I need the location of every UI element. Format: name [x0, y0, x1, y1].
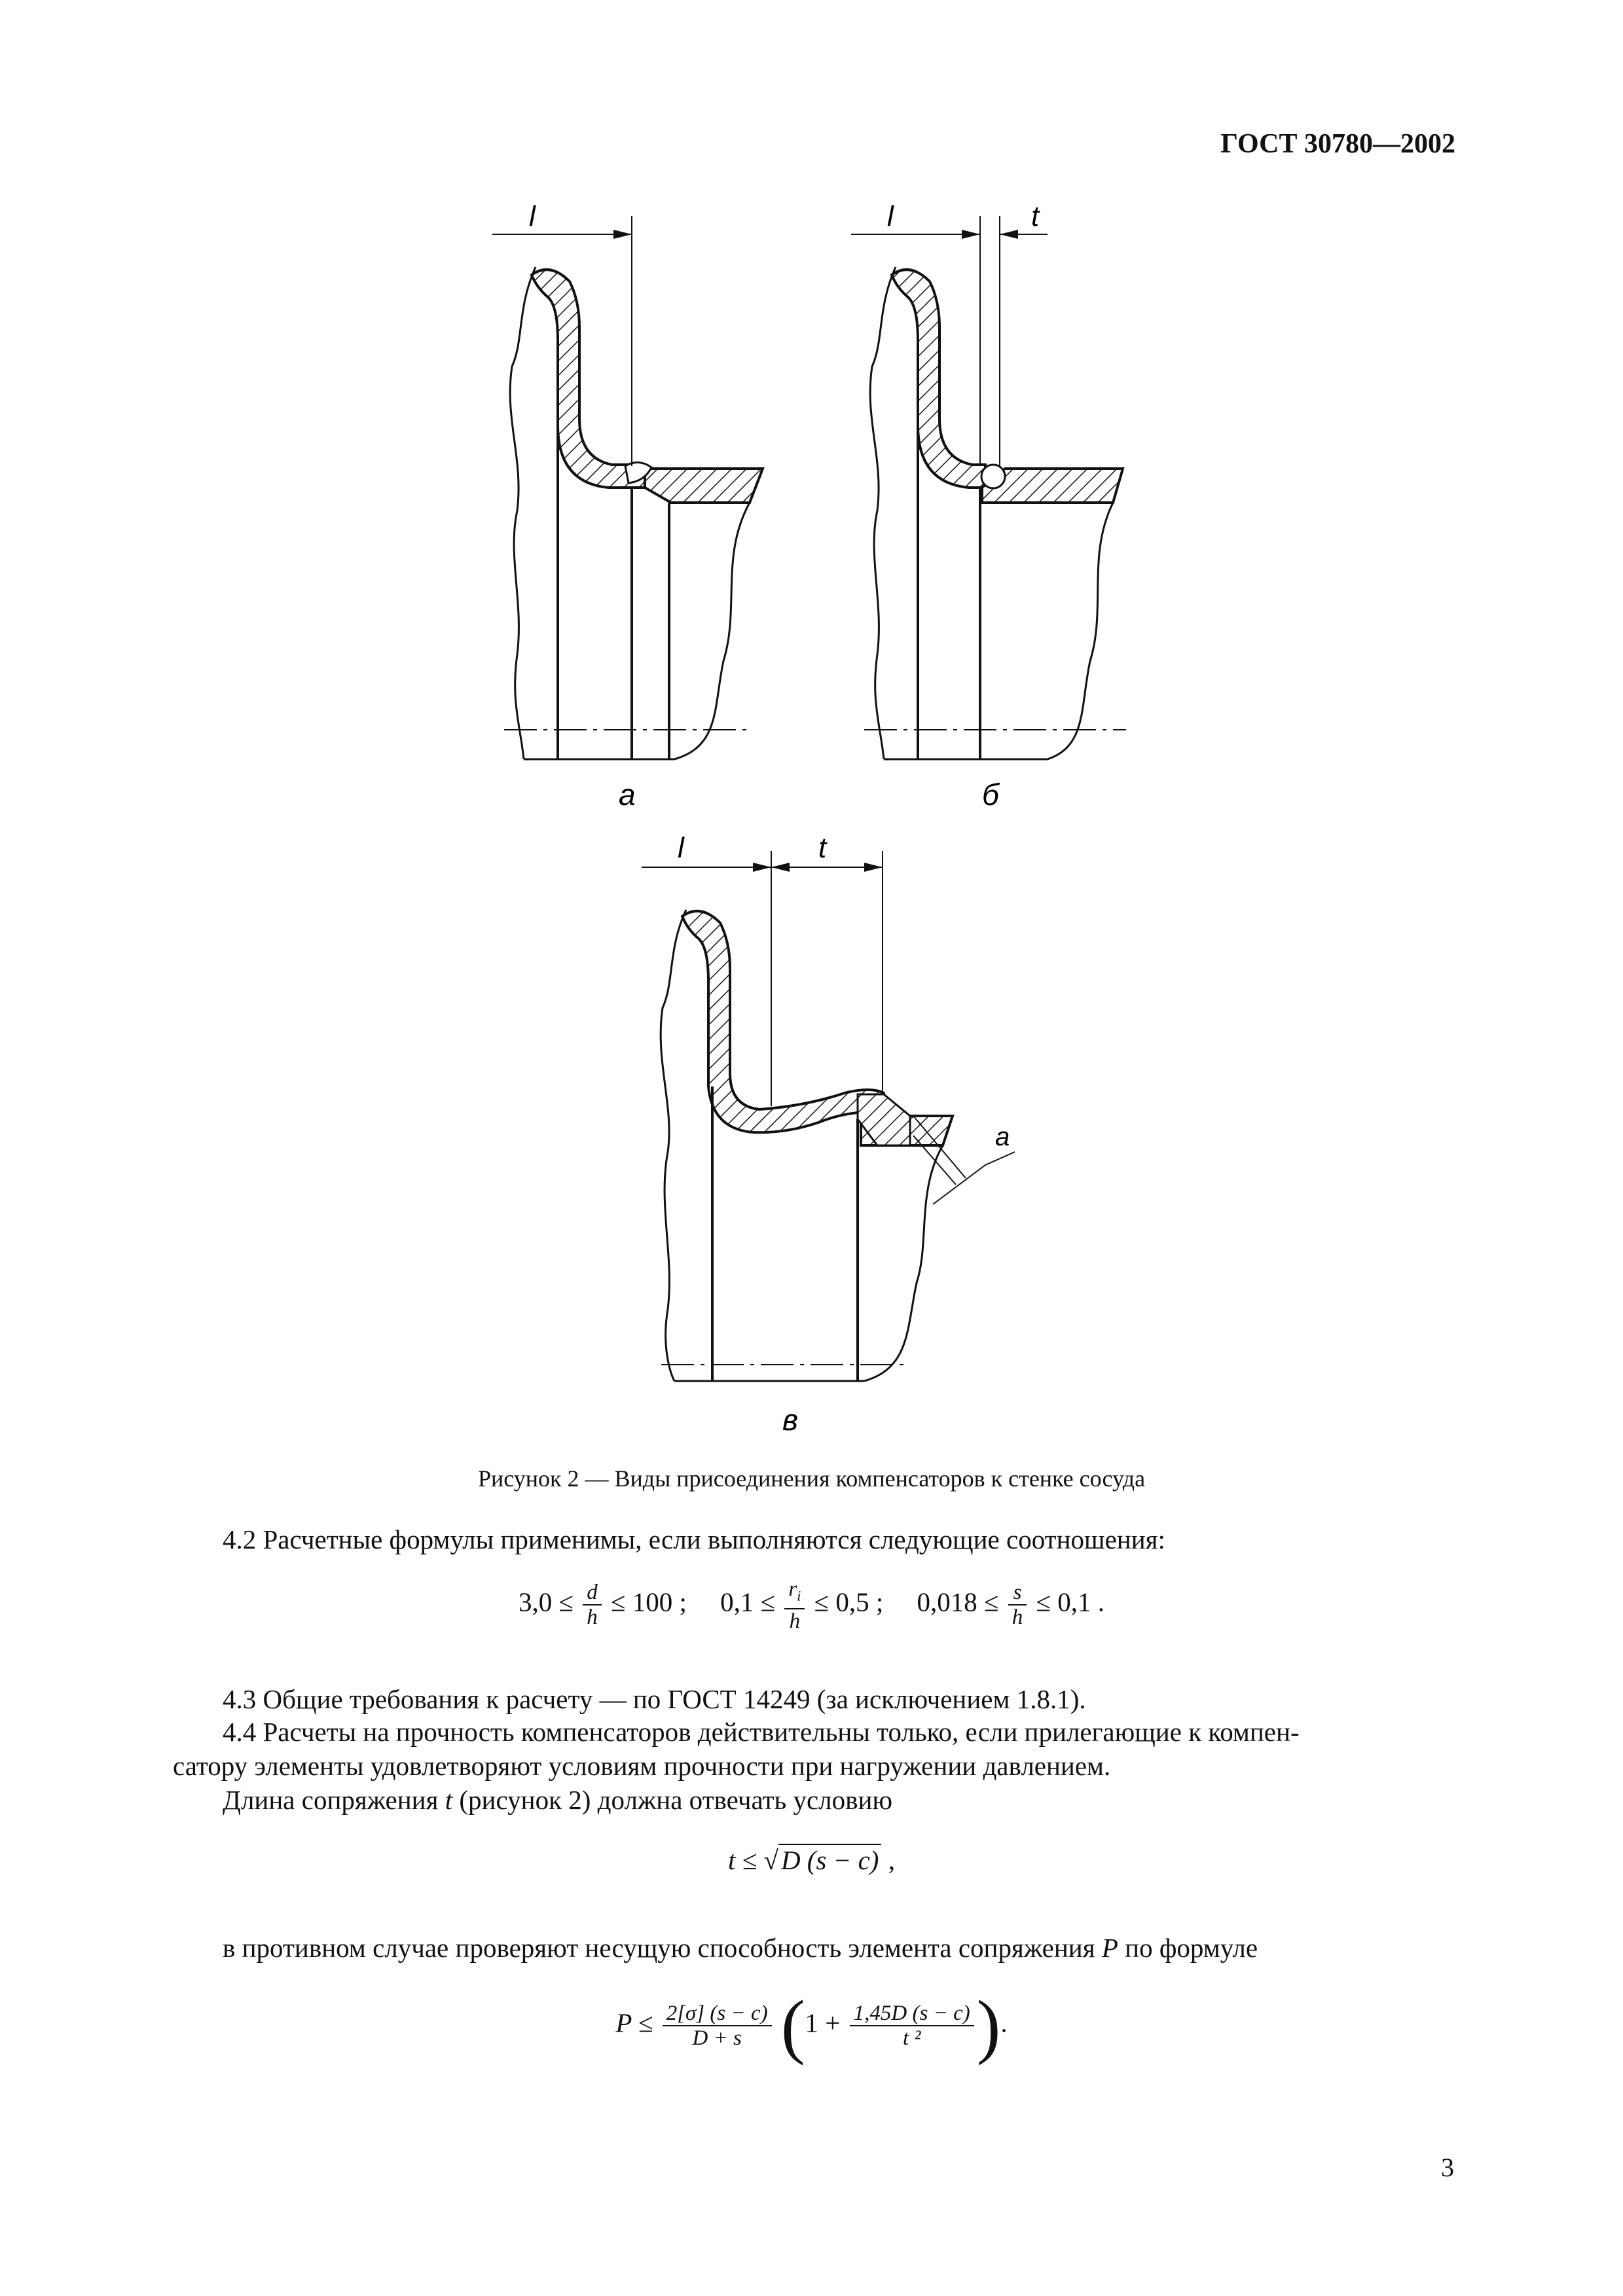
frac-num: [784, 1577, 805, 1609]
symbol-p: P: [1101, 1933, 1118, 1963]
right-paren: ): [976, 1986, 1001, 2066]
r-subscript: i: [797, 1587, 801, 1604]
left-paren: (: [780, 1986, 805, 2066]
formula-left: P ≤: [615, 2007, 653, 2038]
paragraph-4-4-line1: 4.4 Расчеты на прочность компенсаторов действительны только, если прилегающие к компен-: [223, 1717, 1300, 1747]
paragraph-4-3: 4.3 Общие требования к расчету — по ГОСТ 14249 (за исключением 1.8.1).: [223, 1684, 1086, 1714]
radicand: D (s − c): [778, 1844, 882, 1875]
ratio-s-left: 0,018 ≤: [917, 1587, 999, 1617]
paragraph-4-4-line3: [223, 1784, 892, 1816]
fig-b-label: б: [982, 778, 999, 812]
ratio-d-left: 3,0 ≤: [518, 1587, 574, 1617]
fig-a-dim-l: l: [529, 200, 536, 232]
compensator-wall-a: [532, 270, 645, 488]
ratio-s-h: [1008, 1581, 1027, 1629]
ratio-d-h: [583, 1581, 602, 1629]
text-run: по формуле: [1118, 1933, 1258, 1963]
frac-den: D + s: [692, 2026, 742, 2050]
formula-tail: ,: [881, 1845, 895, 1875]
text-run: (рисунок 2) должна отвечать условию: [452, 1785, 893, 1815]
fig-v-dim-l: l: [678, 832, 684, 864]
frac-num: 2[σ] (s − c): [663, 2001, 772, 2026]
ratio-s-right: ≤ 0,1 .: [1036, 1587, 1105, 1617]
text-run: в противном случае проверяют несущую способность элемента сопряжения: [223, 1933, 1102, 1963]
paragraph-4-4-line2: сатору элементы удовлетворяют условиям прочности при нагружении давлением.: [173, 1751, 1111, 1781]
figure-v: [642, 851, 1015, 1381]
formula-t-condition: [0, 1844, 1623, 1876]
frac-den: h: [587, 1605, 598, 1630]
frac-den: h: [1012, 1605, 1023, 1630]
document-number: ГОСТ 30780—2002: [1220, 129, 1455, 159]
text-run: Длина сопряжения: [223, 1785, 445, 1815]
compensator-wall-b: [892, 270, 985, 488]
formula-ratios: [0, 1577, 1623, 1633]
frac-num: 1,45D (s − c): [850, 2001, 974, 2026]
frac-num: s: [1008, 1581, 1027, 1605]
fig-v-label: в: [782, 1403, 799, 1437]
figure-a: [492, 216, 763, 759]
paragraph-4-2: 4.2 Расчетные формулы применимы, если выполняются следующие соотношения:: [223, 1524, 1165, 1554]
fig-v-dim-t: t: [818, 832, 827, 864]
one-plus: 1 +: [805, 2007, 841, 2038]
ratio-r-h: [784, 1577, 805, 1633]
fig-v-dim-a: a: [995, 1122, 1010, 1151]
ratio-d-right: ≤ 100 ;: [610, 1587, 687, 1617]
fig-b-dim-t: t: [1031, 200, 1040, 232]
r-symbol: r: [788, 1577, 797, 1601]
figure-caption: Рисунок 2 — Виды присоединения компенсаторов к стенке сосуда: [477, 1465, 1146, 1492]
ratio-r-right: ≤ 0,5 ;: [814, 1587, 884, 1617]
formula-end: .: [1000, 2007, 1008, 2038]
fig-a-label: а: [619, 778, 636, 812]
symbol-t: t: [445, 1785, 453, 1815]
formula-left: t ≤ √: [728, 1845, 778, 1875]
frac-num: d: [583, 1581, 602, 1605]
figure-b: [851, 216, 1126, 759]
fig-b-dim-l: l: [887, 200, 894, 232]
ratio-r-left: 0,1 ≤: [720, 1587, 776, 1617]
fraction-2: [850, 2001, 974, 2050]
page-number: 3: [1441, 2153, 1454, 2182]
frac-den: h: [789, 1609, 801, 1633]
formula-p-check: [0, 1986, 1623, 2066]
paragraph-otherwise: [223, 1932, 1258, 1964]
fraction-1: [663, 2001, 772, 2050]
vessel-wall-a: [645, 469, 763, 503]
frac-den: t ²: [903, 2026, 921, 2050]
